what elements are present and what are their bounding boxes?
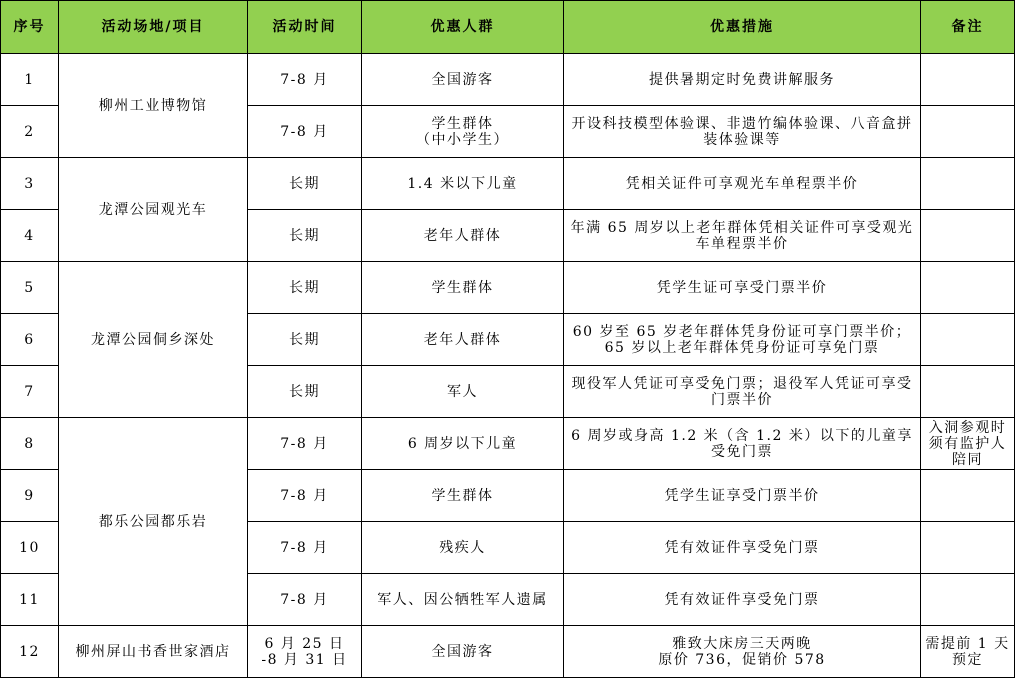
row-number-cell: 12 bbox=[1, 626, 59, 678]
row-number-cell: 11 bbox=[1, 574, 59, 626]
measure-cell: 凭有效证件享受免门票 bbox=[564, 522, 921, 574]
table-row bbox=[1, 626, 1015, 678]
row-number-cell: 4 bbox=[1, 210, 59, 262]
group-cell: 残疾人 bbox=[362, 522, 564, 574]
measure-cell: 6 周岁或身高 1.2 米（含 1.2 米）以下的儿童享受免门票 bbox=[564, 418, 921, 470]
note-cell bbox=[921, 106, 1015, 158]
note-cell bbox=[921, 470, 1015, 522]
time-cell: 长期 bbox=[248, 314, 362, 366]
measure-cell: 凭学生证享受门票半价 bbox=[564, 470, 921, 522]
table-body bbox=[1, 54, 1015, 678]
time-cell: 7-8 月 bbox=[248, 54, 362, 106]
measure-cell: 开设科技模型体验课、非遗竹编体验课、八音盒拼装体验课等 bbox=[564, 106, 921, 158]
time-cell: 长期 bbox=[248, 366, 362, 418]
measure-cell: 现役军人凭证可享受免门票；退役军人凭证可享受门票半价 bbox=[564, 366, 921, 418]
table-header bbox=[1, 1, 1015, 54]
row-number-cell: 1 bbox=[1, 54, 59, 106]
venue-cell: 龙潭公园观光车 bbox=[59, 158, 248, 262]
measure-cell: 雅致大床房三天两晚 原价 736，促销价 578 bbox=[564, 626, 921, 678]
note-cell bbox=[921, 366, 1015, 418]
note-cell: 入洞参观时须有监护人陪同 bbox=[921, 418, 1015, 470]
row-number-cell: 5 bbox=[1, 262, 59, 314]
venue-cell: 柳州工业博物馆 bbox=[59, 54, 248, 158]
table-row bbox=[1, 262, 1015, 314]
time-cell: 6 月 25 日 -8 月 31 日 bbox=[248, 626, 362, 678]
venue-cell: 都乐公园都乐岩 bbox=[59, 418, 248, 626]
venue-cell: 柳州屏山书香世家酒店 bbox=[59, 626, 248, 678]
row-number-cell: 2 bbox=[1, 106, 59, 158]
note-cell bbox=[921, 54, 1015, 106]
measure-cell: 凭有效证件享受免门票 bbox=[564, 574, 921, 626]
row-number-cell: 10 bbox=[1, 522, 59, 574]
table-row bbox=[1, 54, 1015, 106]
group-cell: 老年人群体 bbox=[362, 314, 564, 366]
header-venue: 活动场地/项目 bbox=[59, 1, 248, 54]
header-note: 备注 bbox=[921, 1, 1015, 54]
header-group: 优惠人群 bbox=[362, 1, 564, 54]
time-cell: 7-8 月 bbox=[248, 106, 362, 158]
row-number-cell: 3 bbox=[1, 158, 59, 210]
measure-cell: 年满 65 周岁以上老年群体凭相关证件可享受观光车单程票半价 bbox=[564, 210, 921, 262]
note-cell bbox=[921, 574, 1015, 626]
group-cell: 1.4 米以下儿童 bbox=[362, 158, 564, 210]
header-time: 活动时间 bbox=[248, 1, 362, 54]
table-row bbox=[1, 158, 1015, 210]
header-no: 序号 bbox=[1, 1, 59, 54]
time-cell: 7-8 月 bbox=[248, 470, 362, 522]
group-cell: 老年人群体 bbox=[362, 210, 564, 262]
header-measure: 优惠措施 bbox=[564, 1, 921, 54]
group-cell: 全国游客 bbox=[362, 626, 564, 678]
measure-cell: 凭学生证可享受门票半价 bbox=[564, 262, 921, 314]
group-cell: 军人、因公牺牲军人遗属 bbox=[362, 574, 564, 626]
measure-cell: 提供暑期定时免费讲解服务 bbox=[564, 54, 921, 106]
time-cell: 7-8 月 bbox=[248, 418, 362, 470]
measure-cell: 凭相关证件可享观光车单程票半价 bbox=[564, 158, 921, 210]
note-cell bbox=[921, 522, 1015, 574]
table-row bbox=[1, 418, 1015, 470]
venue-cell: 龙潭公园侗乡深处 bbox=[59, 262, 248, 418]
time-cell: 长期 bbox=[248, 262, 362, 314]
measure-cell: 60 岁至 65 岁老年群体凭身份证可享门票半价； 65 岁以上老年群体凭身份证可享免门票 bbox=[564, 314, 921, 366]
header-row bbox=[1, 1, 1015, 54]
row-number-cell: 7 bbox=[1, 366, 59, 418]
time-cell: 7-8 月 bbox=[248, 574, 362, 626]
time-cell: 长期 bbox=[248, 210, 362, 262]
note-cell bbox=[921, 314, 1015, 366]
group-cell: 6 周岁以下儿童 bbox=[362, 418, 564, 470]
time-cell: 长期 bbox=[248, 158, 362, 210]
time-cell: 7-8 月 bbox=[248, 522, 362, 574]
group-cell: 学生群体 bbox=[362, 470, 564, 522]
note-cell bbox=[921, 262, 1015, 314]
group-cell: 全国游客 bbox=[362, 54, 564, 106]
row-number-cell: 6 bbox=[1, 314, 59, 366]
group-cell: 学生群体 bbox=[362, 262, 564, 314]
note-cell bbox=[921, 158, 1015, 210]
note-cell: 需提前 1 天预定 bbox=[921, 626, 1015, 678]
note-cell bbox=[921, 210, 1015, 262]
row-number-cell: 9 bbox=[1, 470, 59, 522]
group-cell: 学生群体 （中小学生） bbox=[362, 106, 564, 158]
group-cell: 军人 bbox=[362, 366, 564, 418]
row-number-cell: 8 bbox=[1, 418, 59, 470]
